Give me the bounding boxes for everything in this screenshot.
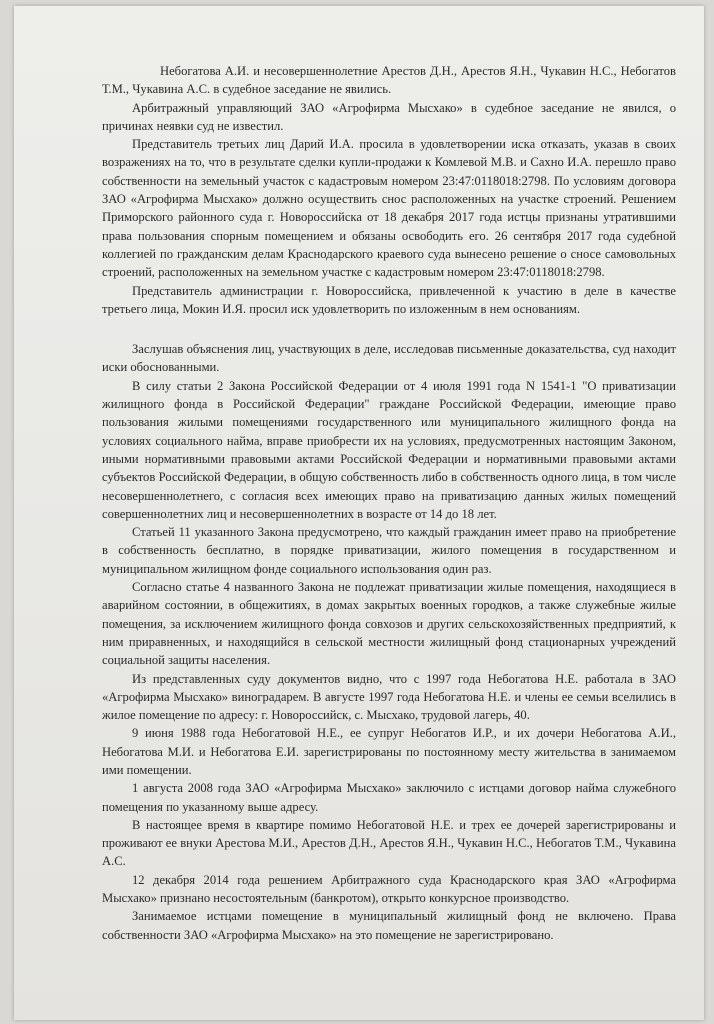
paragraph-bankruptcy: 12 декабря 2014 года решением Арбитражного суда Краснодарского края ЗАО «Агрофирма Мысхако» признано несостоятельным (банкротом), открыто конкурсное производство. [102,872,676,906]
paragraph-law-article-11: Статьей 11 указанного Закона предусмотрено, что каждый гражданин имеет право на приобретение в собственность бесплатно, в порядке приватизации, жилого помещения в государственном и муниципальном жилищном фонде социального использования один раз. [102,525,676,576]
paragraph-current-residents: В настоящее время в квартире помимо Небогатовой Н.Е. и трех ее дочерей зарегистрированы и проживают ее внуки Арестова М.И., Арестов Д.Н., Арестов Я.Н., Чукавин Н.С., Небогатов Т.М., Чукавина А.С. [102,817,676,869]
document-page [14,6,704,1020]
paragraph-lease-contract: 1 августа 2008 года ЗАО «Агрофирма Мысхако» заключило с истцами договор найма служебного помещения по указанному выше адресу. [102,781,676,814]
paragraph-arbitration-manager: Арбитражный управляющий ЗАО «Агрофирма Мысхако» в судебное заседание не явился, о причинах неявки суд не известил. [102,100,676,133]
paragraph-administration-position: Представитель администрации г. Новороссийска, привлеченной к участию в деле в качестве третьего лица, Мокин И.Я. просил иск удовлетворить по изложенным в нем основаниям. [102,283,676,316]
paragraph-absent-parties: Небогатова А.И. и несовершеннолетние Арестов Д.Н., Арестов Я.Н., Чукавин Н.С., Небогатов Т.М., Чукавина А.С. в судебное заседание не явились. [102,64,676,97]
paragraph-registration: 9 июня 1988 года Небогатовой Н.Е., ее супруг Небогатов И.Р., и их дочери Небогатова А.И., Небогатова М.И. и Небогатова Е.И. зарегистрированы по постоянному месту жительства в занимаемом ими помещении. [102,726,676,777]
document-body [102,62,676,944]
paragraph-third-party-objection: Представитель третьих лиц Дарий И.А. просила в удовлетворении иска отказать, указав в своих возражениях на то, что в результате сделки купли-продажи к Комлевой М.В. и Сахно И.А. перешло право собственности на земельный участок с кадастровым номером 23:47:0118018:2798. По условиям договора ЗАО «Агрофирма Мысхако» должно осуществить снос расположенных на участке строений. Решением Приморского районного суда г. Новороссийска от 18 декабря 2017 года истцы признаны утратившими права пользования спорным помещением и обязаны освободить его. 26 сентября 2017 года судебной коллегией по гражданским делам Краснодарского краевого суда вынесено решение о сносе самовольных строений, расположенных на земельном участке с кадастровым номером 23:47:0118018:2798. [102,137,676,280]
paragraph-court-finding: Заслушав объяснения лиц, участвующих в деле, исследовав письменные доказательства, суд находит иски обоснованными. [102,342,676,375]
paragraph-law-article-2: В силу статьи 2 Закона Российской Федерации от 4 июля 1991 года N 1541-1 "О приватизации жилищного фонда в Российской Федерации" граждане Российской Федерации, имеющие право пользования жилыми помещениями государственного или муниципального жилищного фонда на условиях социального найма, вправе приобрести их на условиях, предусмотренных настоящим Законом, иными нормативными правовыми актами Российской Федерации и нормативными правовыми актами субъектов Российской Федерации, в общую собственность либо в собственность одного лица, в том числе несовершеннолетнего, с согласия всех имеющих право на приватизацию данных жилых помещений совершеннолетних лиц и несовершеннолетних в возрасте от 14 до 18 лет. [102,378,676,521]
paragraph-law-article-4: Согласно статье 4 названного Закона не подлежат приватизации жилые помещения, находящиеся в аварийном состоянии, в общежитиях, в домах закрытых военных городков, а также служебные жилые помещения, за исключением жилищного фонда совхозов и других сельскохозяйственных предприятий, к ним приравненных, и находящийся в сельской местности жилищный фонд стационарных учреждений социальной защиты населения. [102,580,676,668]
paragraph-housing-status: Занимаемое истцами помещение в муниципальный жилищный фонд не включено. Права собственности ЗАО «Агрофирма Мысхако» на это помещение не зарегистрировано. [102,909,676,942]
paragraph-employment-evidence: Из представленных суду документов видно, что с 1997 года Небогатова Н.Е. работала в ЗАО «Агрофирма Мысхако» виноградарем. В августе 1997 года Небогатова Н.Е. и члены ее семьи вселились в жилое помещение по адресу: г. Новороссийск, с. Мысхако, трудовой лагерь, 40. [102,671,676,723]
